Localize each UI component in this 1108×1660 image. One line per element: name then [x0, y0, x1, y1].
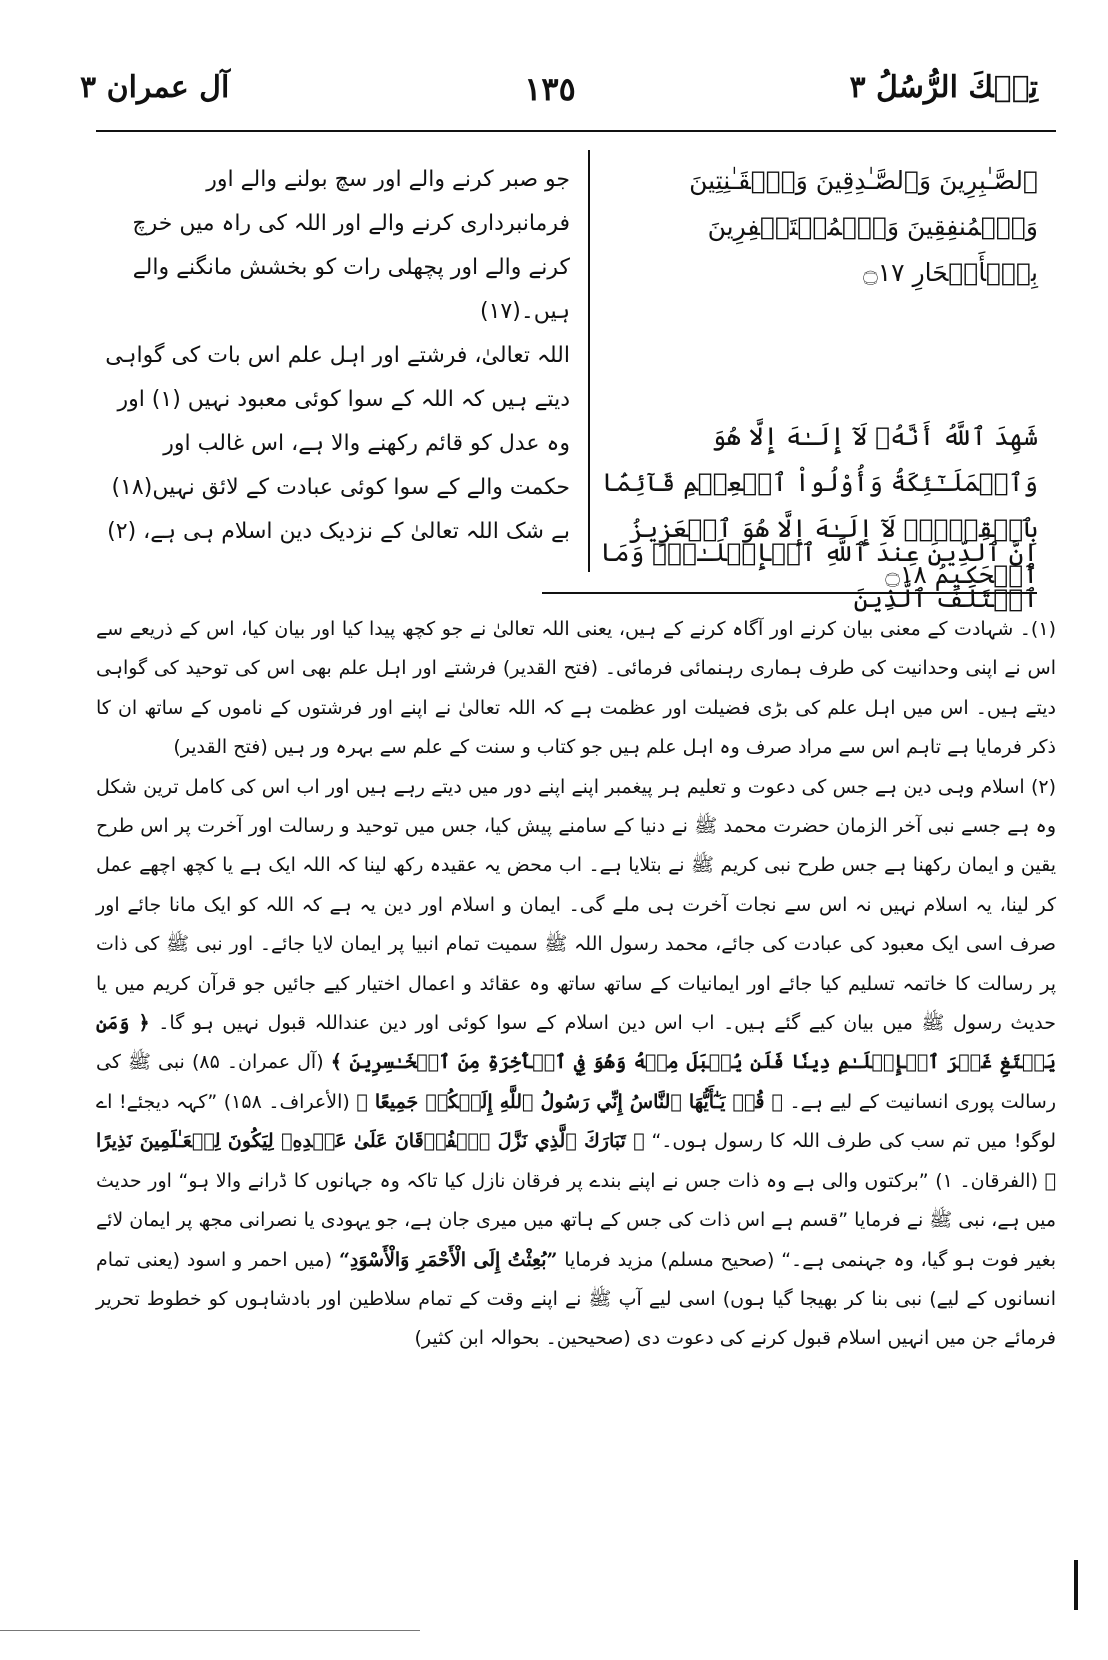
column-divider [588, 150, 590, 572]
bottom-rule [0, 1630, 420, 1631]
verse-17-arabic: ٱلصَّـٰبِرِينَ وَٱلصَّـٰدِقِينَ وَٱلۡقَـٰنِتِينَ وَٱلۡمُنفِقِينَ وَٱلۡمُسۡتَغۡفِرِينَ بِٱلۡأَسۡحَارِ ۝١٧ [689, 166, 1038, 287]
footnotes [96, 610, 1056, 1359]
juz-title: تِلۡكَ الرُّسُلُ ۳ [849, 70, 1038, 105]
translation-19: بے شک اللہ تعالیٰ کے نزدیک دین اسلام ہی ہے، (۲) [107, 519, 570, 544]
page-number: ١٣٥ [524, 70, 576, 108]
footnote-2 [96, 768, 1056, 1359]
footnote-2-text-3: ”کہہ دیجئے! اے لوگو! میں تم سب کی طرف اللہ کا رسول ہوں۔“ [96, 1090, 1056, 1153]
verse-19-arabic: إِنَّ ٱلدِّينَ عِندَ ٱللَّهِ ٱلۡإِسۡلَـٰمُۗ وَمَا ٱخۡتَلَفَ ٱلَّذِينَ [600, 538, 1038, 613]
hadith-arabic: ”بُعِثْتُ إِلَى الْأَحْمَرِ وَالْأَسْوَدِ“ [338, 1248, 558, 1271]
translation-17: جو صبر کرنے والے اور سچ بولنے والے اور فرمانبرداری کرنے والے اور اللہ کی راہ میں خرچ کرنے والے اور پچھلی رات کو بخشش مانگنے والے ہیں۔(۱۷) [132, 167, 570, 324]
quote-furqan-1: ﴿ تَبَارَكَ ٱلَّذِي نَزَّلَ ٱلۡفُرۡقَانَ عَلَىٰ عَبۡدِهِۦ لِيَكُونَ لِلۡعَـٰلَمِينَ نَذِيرًا ﴾ [96, 1130, 1057, 1192]
footnote-2-text-5: (میں احمر و اسود (یعنی تمام انسانوں کے لیے) نبی بنا کر بھیجا گیا ہوں) اسی لیے آپ ﷺ نے اپنے وقت کے تمام سلاطین اور بادشاہوں کو خطوط تحریر فرمائے جن میں انہیں اسلام قبول کرنے کی دعوت دی (صحیحین۔ بحوالہ ابن کثیر) [96, 1248, 1056, 1350]
quote-aaraf-158: ﴿ قُلۡ يَـٰٓأَيُّهَا ٱلنَّاسُ إِنِّي رَسُولُ ٱللَّهِ إِلَيۡكُمۡ جَمِيعًا ﴾ [356, 1090, 783, 1113]
footnote-2-text-2: نبی ﷺ کی رسالت پوری انسانیت کے لیے ہے۔ [96, 1051, 1056, 1113]
surah-title: آل عمران ۳ [80, 70, 230, 105]
footnote-2-text-4: ”برکتوں والی ہے وہ ذات جس نے اپنے بندے پر فرقان نازل کیا تاکہ وہ جہانوں کا ڈرانے والا ہو“ اور حدیث میں ہے، نبی ﷺ نے فرمایا ”قسم ہے اس ذات کی جس کے ہاتھ میں میری جان ہے، جو یہودی یا نصرانی مجھ پر ایمان لائے بغیر فوت ہو گیا، وہ جہنمی ہے۔“ (صحیح مسلم) مزید فرمایا [96, 1169, 1057, 1271]
ref-furqan-1: (الفرقان۔ ۱) [935, 1169, 1038, 1192]
translation-18: اللہ تعالیٰ، فرشتے اور اہل علم اس بات کی گواہی دیتے ہیں کہ اللہ کے سوا کوئی معبود نہیں (۱) اور وہ عدل کو قائم رکھنے والا ہے، اس غالب اور حکمت والے کے سوا کوئی عبادت کے لائق نہیں(۱۸) [105, 343, 570, 500]
header-rule [96, 130, 1056, 132]
translation-column [100, 158, 570, 554]
ref-aal-imran-85: (آل عمران۔ ۸۵) [191, 1051, 324, 1074]
footnote-1: (۱)۔ شہادت کے معنی بیان کرنے اور آگاہ کرنے کے ہیں، یعنی اللہ تعالیٰ نے جو کچھ پیدا کیا اور بیان کیا، اس کے ذریعے سے اس نے اپنی وحدانیت کی طرف ہماری رہنمائی فرمائی۔ (فتح القدیر) فرشتے اور اہل علم بھی اس کی توحید کی گواہی دیتے ہیں۔ اس میں اہل علم کی بڑی فضیلت اور عظمت ہے کہ اللہ تعالیٰ نے اپنے اور فرشتوں کے ناموں کے ساتھ ان کا ذکر فرمایا ہے تاہم اس سے مراد صرف وہ اہل علم ہیں جو کتاب و سنت کے علم سے بہرہ ور ہیں (فتح القدیر) [96, 618, 1056, 759]
footnote-rule [542, 592, 1037, 594]
margin-mark [1074, 1560, 1078, 1610]
verse-18-arabic: شَهِدَ ٱللَّهُ أَنَّهُۥ لَآ إِلَـٰهَ إِلَّا هُوَ وَٱلۡمَلَـٰٓئِكَةُ وَأُوْلُواْ ٱلۡعِلۡمِ قَآئِمَۢا بِٱلۡقِسۡطِۚ لَآ إِلَـٰهَ إِلَّا هُوَ ٱلۡعَزِيزُ ٱلۡحَكِيمُ ۝١٨ [601, 422, 1038, 589]
quote-aal-imran-85: ﴿ وَمَن يَبۡتَغِ غَيۡرَ ٱلۡإِسۡلَـٰمِ دِينٗا فَلَن يُقۡبَلَ مِنۡهُ وَهُوَ فِي ٱلۡأٓخِرَةِ مِنَ ٱلۡخَـٰسِرِينَ ﴾ [96, 1012, 1056, 1074]
footnote-2-text-1: (۲) اسلام وہی دین ہے جس کی دعوت و تعلیم ہر پیغمبر اپنے اپنے دور میں دیتے رہے ہیں اور اب اس کی کامل ترین شکل وہ ہے جسے نبی آخر الزمان حضرت محمد ﷺ نے دنیا کے سامنے پیش کیا، جس میں توحید و رسالت اور آخرت پر اس طرح یقین و ایمان رکھنا ہے جس طرح نبی کریم ﷺ نے بتلایا ہے۔ اب محض یہ عقیدہ رکھ لینا کہ اللہ ایک ہے یا کچھ اچھے عمل کر لینا، یہ اسلام نہیں نہ اس سے نجات آخرت ہی ملے گی۔ ایمان و اسلام اور دین یہ ہے کہ اللہ کو ایک مانا جائے اور صرف اسی ایک معبود کی عبادت کی جائے، محمد رسول اللہ ﷺ سمیت تمام انبیا پر ایمان لایا جائے۔ اور نبی ﷺ کی ذات پر رسالت کا خاتمہ تسلیم کیا جائے اور ایمانیات کے ساتھ ساتھ وہ عقائد و اعمال اختیار کیے جائیں جو قرآن کریم میں یا حدیث رسول ﷺ میں بیان کیے گئے ہیں۔ اب اس دین اسلام کے سوا کوئی اور دین عنداللہ قبول نہیں ہو گا۔ [96, 775, 1056, 1035]
ref-aaraf-158: (الأعراف۔ ۱۵۸) [223, 1090, 350, 1113]
